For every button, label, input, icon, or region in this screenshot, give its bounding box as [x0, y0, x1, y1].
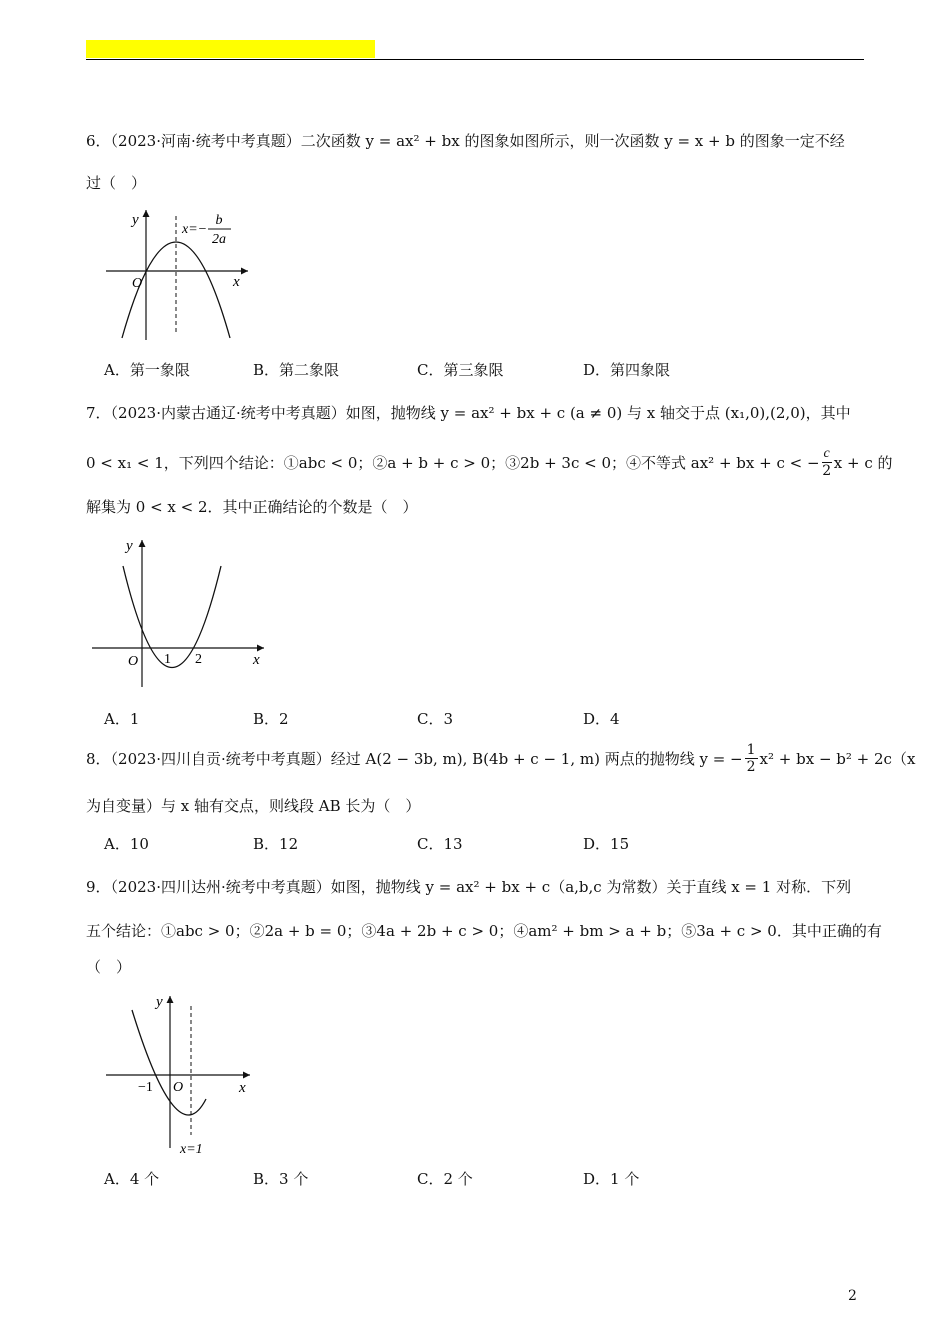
q8-option-d: D．15 [583, 835, 630, 853]
q7-tick-1: 1 [164, 652, 171, 667]
q9-axis-label: x=1 [180, 1142, 203, 1157]
q6-y-label: y [132, 212, 139, 228]
q6-option-a: A．第一象限 [104, 361, 190, 379]
q9-neg1-label: −1 [138, 1080, 153, 1095]
q7-origin-label: O [128, 654, 139, 669]
q7-option-d: D．4 [583, 710, 620, 728]
q7-line1: 7．（2023·内蒙古通辽·统考中考真题）如图，抛物线 y = ax² + bx + c (a ≠ 0) 与 x 轴交于点 (x₁,0),(2,0)，其中 [86, 404, 851, 422]
q9-option-d: D．1 个 [583, 1170, 640, 1188]
q6-x-label: x [233, 274, 240, 290]
q8-line1-fraction [745, 742, 758, 775]
q8-option-a: A．10 [104, 835, 149, 853]
q7-line2-part-b: x + c 的 [833, 453, 893, 472]
q6-axis-label: x=− [182, 222, 208, 237]
header-highlight-bar [86, 40, 375, 58]
q8-frac-num: 1 [746, 742, 756, 758]
q7-option-a: A．1 [104, 710, 140, 728]
page-number: 2 [848, 1288, 857, 1304]
q9-option-c: C．2 个 [417, 1170, 473, 1188]
q6-option-d: D．第四象限 [583, 361, 671, 379]
q9-y-label: y [156, 994, 163, 1010]
q6-option-b: B．第二象限 [253, 361, 340, 379]
q9-parabola [132, 1010, 206, 1115]
q9-line2: 五个结论：①abc > 0；②2a + b = 0；③4a + 2b + c > 0；④am² + bm > a + b；⑤3a + c > 0．其中正确的有 [86, 922, 882, 940]
q9-line3: （ ） [86, 958, 132, 976]
q7-line3: 解集为 0 < x < 2．其中正确结论的个数是（ ） [86, 498, 418, 516]
q7-frac-num: c [823, 446, 830, 461]
header-rule [86, 59, 864, 60]
q7-x-label: x [253, 652, 260, 668]
q9-option-b: B．3 个 [253, 1170, 309, 1188]
q8-option-b: B．12 [253, 835, 299, 853]
q8-line1 [86, 742, 915, 775]
q8-option-c: C．13 [417, 835, 463, 853]
q9-line1: 9．（2023·四川达州·统考中考真题）如图，抛物线 y = ax² + bx + c（a,b,c 为常数）关于直线 x = 1 对称．下列 [86, 878, 852, 896]
q7-line2-fraction [822, 446, 832, 479]
q7-line2 [86, 446, 893, 479]
q8-line1-part-a: 8．（2023·四川自贡·统考中考真题）经过 A(2 − 3b, m), B(4b + c − 1, m) 两点的抛物线 y = − [86, 749, 743, 768]
q6-axis-frac-den: 2a [212, 232, 226, 247]
q7-figure [88, 532, 278, 692]
q7-frac-den: 2 [822, 463, 832, 479]
q7-option-b: B．2 [253, 710, 289, 728]
q7-line2-part-a: 0 < x₁ < 1，下列四个结论：①abc < 0；②a + b + c > 0；③2b + 3c < 0；④不等式 ax² + bx + c < − [86, 453, 820, 472]
q6-axis-frac-num: b [215, 213, 223, 228]
q8-frac-den: 2 [746, 759, 756, 775]
q7-tick-2: 2 [195, 652, 202, 667]
q6-figure [100, 200, 260, 350]
q9-x-label: x [239, 1080, 246, 1096]
q7-option-c: C．3 [417, 710, 454, 728]
q6-line2: 过（ ） [86, 174, 147, 192]
q6-line1: 6．（2023·河南·统考中考真题）二次函数 y = ax² + bx 的图象如图所示，则一次函数 y = x + b 的图象一定不经 [86, 132, 845, 150]
q9-figure [100, 988, 260, 1158]
q9-option-a: A．4 个 [104, 1170, 160, 1188]
q6-origin-label: O [132, 276, 143, 291]
q7-parabola [123, 566, 221, 668]
q7-y-label: y [126, 538, 133, 554]
q8-line2: 为自变量）与 x 轴有交点，则线段 AB 长为（ ） [86, 797, 421, 815]
q9-origin-label: O [173, 1080, 184, 1095]
q8-line1-part-b: x² + bx − b² + 2c（x [759, 749, 916, 768]
q6-option-c: C．第三象限 [417, 361, 504, 379]
